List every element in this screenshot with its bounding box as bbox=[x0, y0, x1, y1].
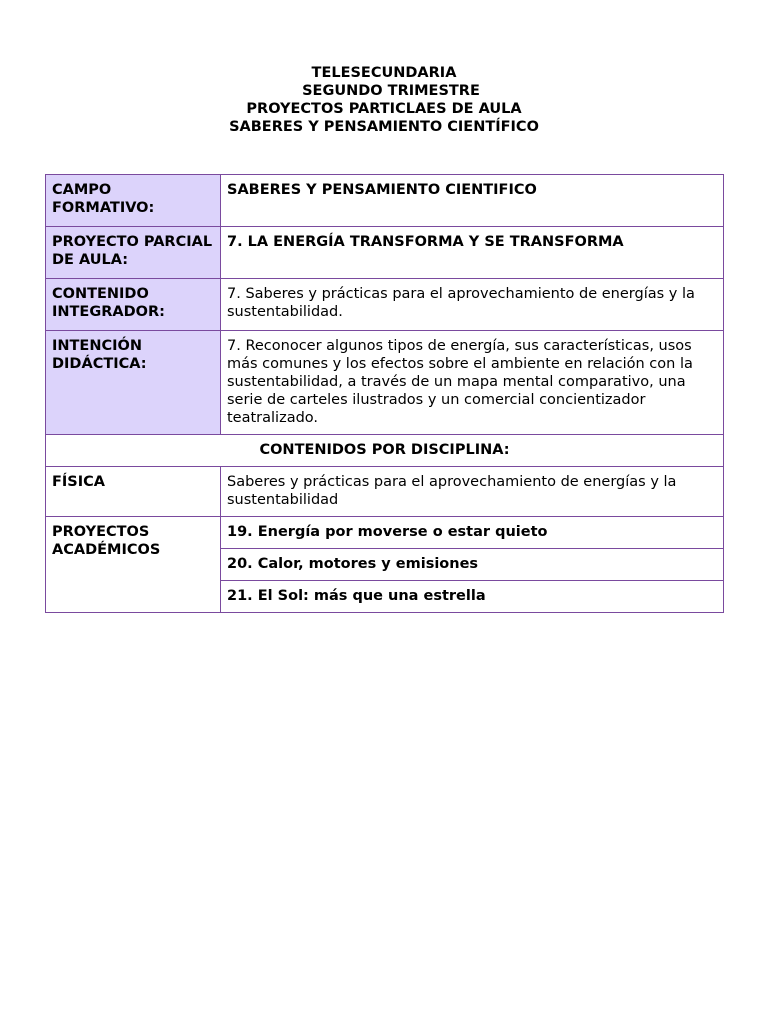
header-line-field: SABERES Y PENSAMIENTO CIENTÍFICO bbox=[229, 119, 539, 135]
fisica-label: FÍSICA bbox=[46, 467, 221, 517]
header-line-term: SEGUNDO TRIMESTRE bbox=[302, 83, 480, 99]
campo-value: SABERES Y PENSAMIENTO CIENTIFICO bbox=[221, 175, 724, 227]
header-line-school: TELESECUNDARIA bbox=[311, 65, 457, 81]
fisica-value: Saberes y prácticas para el aprovechamiento de energías y la sustentabilidad bbox=[221, 467, 724, 517]
document-header bbox=[0, 64, 768, 136]
table-row-intencion bbox=[46, 331, 724, 435]
header-line-projects: PROYECTOS PARTICLAES DE AULA bbox=[246, 101, 522, 117]
table-row-proyecto bbox=[46, 227, 724, 279]
proyectos-label: PROYECTOS ACADÉMICOS bbox=[46, 517, 221, 613]
table-row-contenidos-header bbox=[46, 435, 724, 467]
table-row-proyecto-19 bbox=[46, 517, 724, 549]
proyecto-item: 21. El Sol: más que una estrella bbox=[221, 581, 724, 613]
intencion-value: 7. Reconocer algunos tipos de energía, sus características, usos más comunes y los efectos sobre el ambiente en relación con la sustentabilidad, a través de un mapa mental comparativo, una serie de carteles ilustrados y un comercial concientizador teatralizado. bbox=[221, 331, 724, 435]
intencion-label: INTENCIÓN DIDÁCTICA: bbox=[46, 331, 221, 435]
table-row-contenido bbox=[46, 279, 724, 331]
contenidos-header: CONTENIDOS POR DISCIPLINA: bbox=[46, 435, 724, 467]
campo-label: CAMPO FORMATIVO: bbox=[46, 175, 221, 227]
proyecto-value: 7. LA ENERGÍA TRANSFORMA Y SE TRANSFORMA bbox=[221, 227, 724, 279]
table-row-fisica bbox=[46, 467, 724, 517]
contenido-value: 7. Saberes y prácticas para el aprovechamiento de energías y la sustentabilidad. bbox=[221, 279, 724, 331]
proyecto-item: 19. Energía por moverse o estar quieto bbox=[221, 517, 724, 549]
table-row-campo bbox=[46, 175, 724, 227]
contenido-label: CONTENIDO INTEGRADOR: bbox=[46, 279, 221, 331]
project-table bbox=[45, 174, 724, 613]
proyecto-item: 20. Calor, motores y emisiones bbox=[221, 549, 724, 581]
proyecto-label: PROYECTO PARCIAL DE AULA: bbox=[46, 227, 221, 279]
